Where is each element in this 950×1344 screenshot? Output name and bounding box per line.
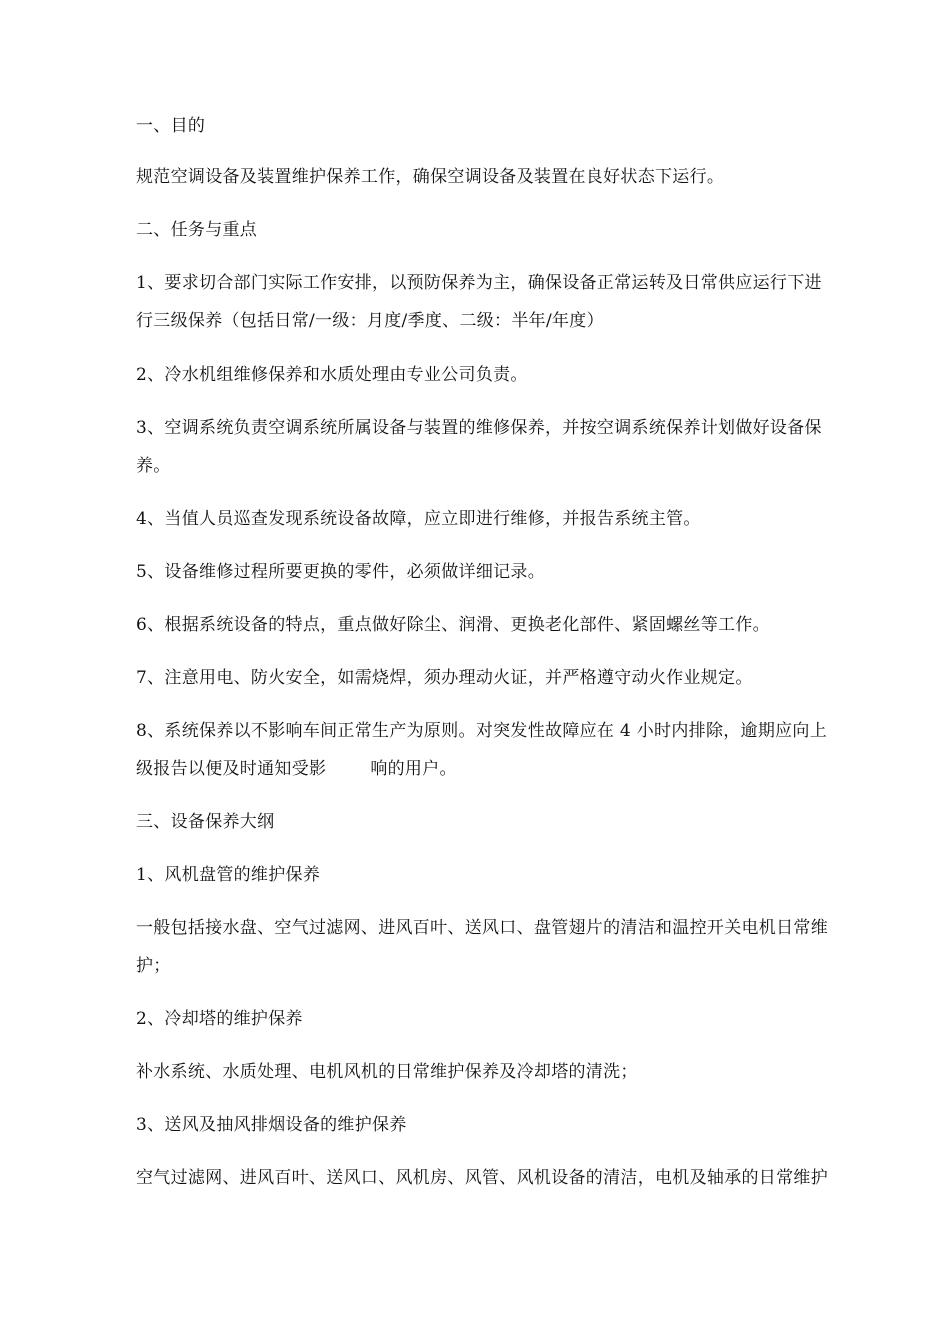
outline-item-3-body: 空气过滤网、进风百叶、送风口、风机房、风管、风机设备的清洁，电机及轴承的日常维护 (136, 1168, 828, 1188)
outline-item-1-body: 一般包括接水盘、空气过滤网、进风百叶、送风口、盘管翅片的清洁和温控开关电机日常维护； (136, 918, 828, 976)
task-item-7: 7、注意用电、防火安全，如需烧焊，须办理动火证，并严格遵守动火作业规定。 (136, 668, 753, 688)
task-item-8-part2: 响的用户。 (370, 759, 457, 779)
task-item-6: 6、根据系统设备的特点，重点做好除尘、润滑、更换老化部件、紧固螺丝等工作。 (136, 615, 770, 635)
outline-item-1-title: 1、风机盘管的维护保养 (136, 865, 321, 885)
outline-item-3-title: 3、送风及抽风排烟设备的维护保养 (136, 1115, 407, 1135)
section-heading-outline: 三、设备保养大纲 (136, 812, 275, 832)
task-item-5: 5、设备维修过程所要更换的零件，必须做详细记录。 (136, 562, 546, 582)
task-item-1: 1、要求切合部门实际工作安排，以预防保养为主，确保设备正常运转及日常供应运行下进行三级保养（包括日常/一级：月度/季度、二级：半年/年度） (136, 273, 822, 331)
task-item-2: 2、冷水机组维修保养和水质处理由专业公司负责。 (136, 365, 528, 385)
section-heading-tasks: 二、任务与重点 (136, 220, 258, 240)
task-item-3: 3、空调系统负责空调系统所属设备与装置的维修保养，并按空调系统保养计划做好设备保养。 (136, 418, 822, 476)
paragraph-purpose: 规范空调设备及装置维护保养工作，确保空调设备及装置在良好状态下运行。 (136, 167, 725, 187)
section-heading-purpose: 一、目的 (136, 116, 206, 136)
task-item-4: 4、当值人员巡查发现系统设备故障，应立即进行维修，并报告系统主管。 (136, 509, 701, 529)
outline-item-2-title: 2、冷却塔的维护保养 (136, 1009, 303, 1029)
outline-item-2-body: 补水系统、水质处理、电机风机的日常维护保养及冷却塔的清洗； (136, 1062, 638, 1082)
task-item-8 (136, 712, 836, 788)
task-item-8-part1: 8、系统保养以不影响车间正常生产为原则。对突发性故障应在 4 小时内排除，逾期应向上级报告以便及时通知受影 (136, 721, 828, 779)
